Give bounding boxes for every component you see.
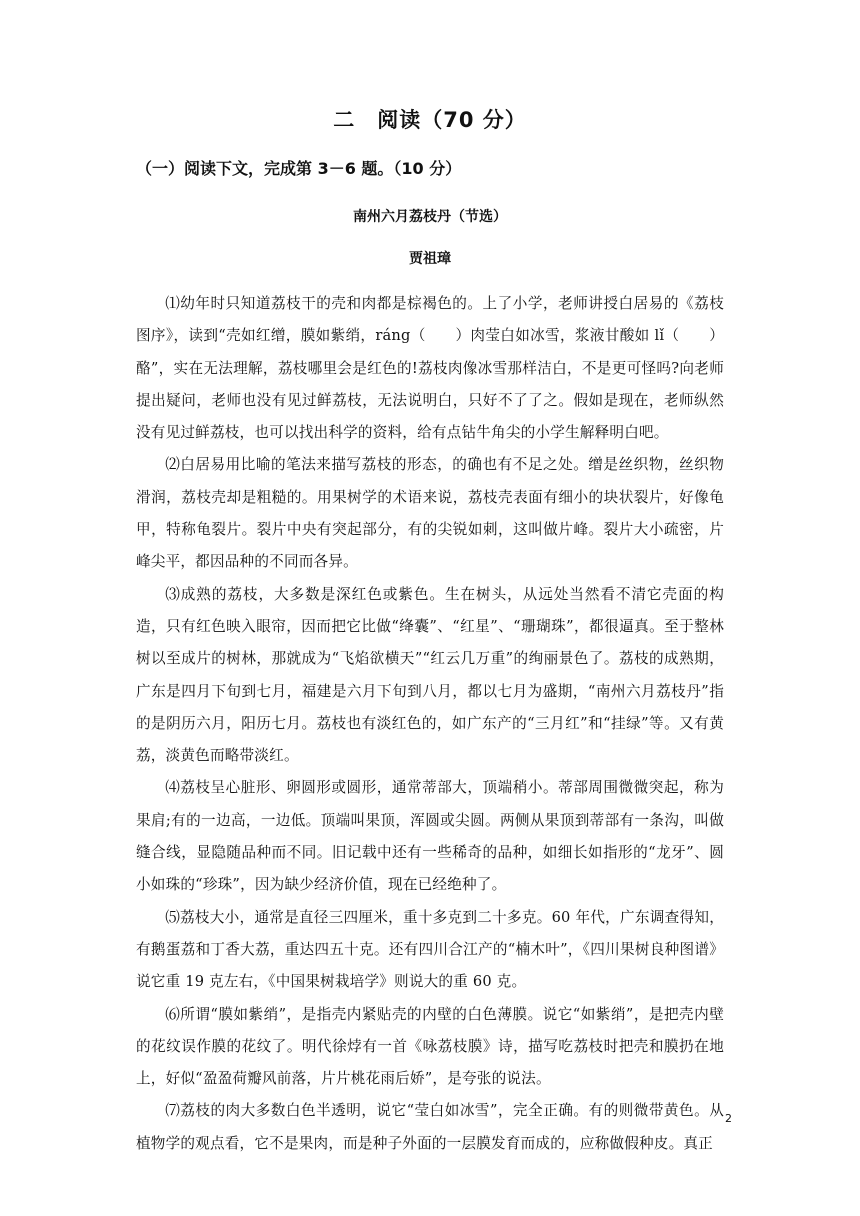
paragraph-2: ⑵白居易用比喻的笔法来描写荔枝的形态，的确也有不足之处。缯是丝织物，丝织物滑润，荔枝壳却是粗糙的。用果树学的术语来说，荔枝壳表面有细小的块状裂片，好像龟甲，特称龟裂片。裂片中央有突起部分，有的尖锐如刺，这叫做片峰。裂片大小疏密，片峰尖平，都因品种的不同而各异。 [136,456,724,571]
page-number: 2 [725,1112,732,1125]
paragraph-1: ⑴幼年时只知道荔枝干的壳和肉都是棕褐色的。上了小学，老师讲授白居易的《荔枝图序》，读到“壳如红缯，膜如紫绡，ráng（ ）肉莹白如冰雪，浆液甘酸如 lǐ（ ）酪”，实在无法理解，荔枝哪里会是红色的!荔枝肉像冰雪那样洁白，不是更可怪吗?向老师提出疑问，老师也没有见过鲜荔枝，无法说明白，只好不了了之。假如是现在，老师纵然没有见过鲜荔枝，也可以找出科学的资料，给有点钻牛角尖的小学生解释明白吧。 [136,295,724,442]
paragraph-7: ⑺荔枝的肉大多数白色半透明，说它“莹白如冰雪”，完全正确。有的则微带黄色。从植物学的观点看，它不是果肉，而是种子外面的一层膜发育而成的，应称做假种皮。真正 [136,1102,724,1152]
article-title: 南州六月荔枝丹（节选） [353,209,507,225]
paragraph-4: ⑷荔枝呈心脏形、卵圆形或圆形，通常蒂部大，顶端稍小。蒂部周围微微突起，称为果肩;有的一边高，一边低。顶端叫果顶，浑圆或尖圆。两侧从果顶到蒂部有一条沟，叫做缝合线，显隐随品种而不同。旧记载中还有一些稀奇的品种，如细长如指形的“龙牙”、圆小如珠的“珍珠”，因为缺少经济价值，现在已经绝种了。 [136,779,724,894]
paragraph-5: ⑸荔枝大小，通常是直径三四厘米，重十多克到二十多克。60 年代，广东调查得知，有鹅蛋荔和丁香大荔，重达四五十克。还有四川合江产的“楠木叶”，《四川果树良种图谱》说它重 19 克左右，《中国果树栽培学》则说大的重 60 克。 [136,908,724,991]
article-body [136,288,724,1160]
section-title: 二 阅读（70 分） [333,108,527,132]
subsection-title: （一）阅读下文，完成第 3－6 题。（10 分） [136,159,462,178]
paragraph-6: ⑹所谓“膜如紫绡”，是指壳内紧贴壳的内壁的白色薄膜。说它“如紫绡”，是把壳内壁的花纹误作膜的花纹了。明代徐㶿有一首《咏荔枝膜》诗，描写吃荔枝时把壳和膜扔在地上，好似“盈盈荷瓣风前落，片片桃花雨后娇”，是夸张的说法。 [136,1005,724,1088]
paragraph-3: ⑶成熟的荔枝，大多数是深红色或紫色。生在树头，从远处当然看不清它壳面的构造，只有红色映入眼帘，因而把它比做“绛囊”、“红星”、“珊瑚珠”，都很逼真。至于整林树以至成片的树林，那就成为“飞焰欲横天”“红云几万重”的绚丽景色了。荔枝的成熟期，广东是四月下旬到七月，福建是六月下旬到八月，都以七月为盛期，“南州六月荔枝丹”指的是阴历六月，阳历七月。荔枝也有淡红色的，如广东产的“三月红”和“挂绿”等。又有黄荔，淡黄色而略带淡红。 [136,585,724,765]
article-author: 贾祖璋 [409,251,451,267]
